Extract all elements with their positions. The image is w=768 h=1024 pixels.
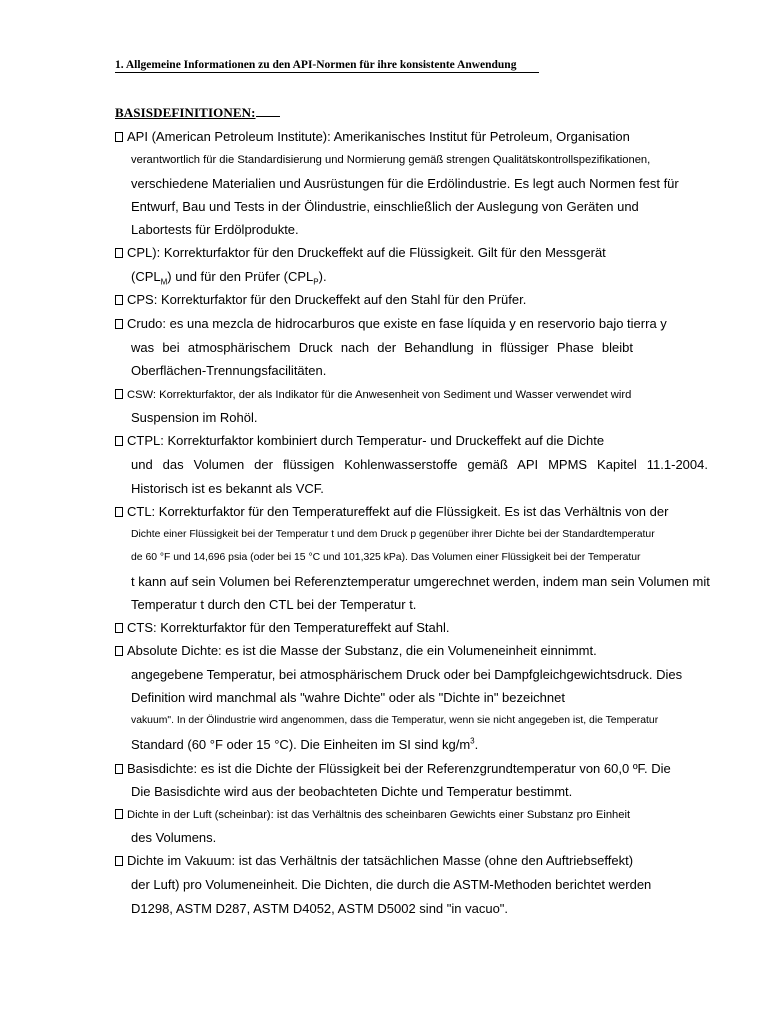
definition-line: D1298, ASTM D287, ASTM D4052, ASTM D5002 sind "in vacuo".: [131, 901, 509, 916]
definition-line: Basisdichte: es ist die Dichte der Flüssigkeit bei der Referenzgrundtemperatur von 60,0 ºF. Die: [115, 761, 671, 777]
bullet-icon: [115, 389, 123, 399]
definition-line: CPL): Korrekturfaktor für den Druckeffekt auf die Flüssigkeit. Gilt für den Messgerät: [115, 245, 606, 261]
section-title: 1. Allgemeine Informationen zu den API-Normen für ihre konsistente Anwendung: [115, 59, 539, 73]
definition-line: was bei atmosphärischem Druck nach der Behandlung in flüssiger Phase bleibt: [131, 340, 633, 355]
definition-line: CTS: Korrekturfaktor für den Temperatureffekt auf Stahl.: [115, 620, 450, 636]
bullet-icon: [115, 809, 123, 819]
definition-line: CSW: Korrekturfaktor, der als Indikator für die Anwesenheit von Sediment und Wasser verwendet wird: [115, 387, 631, 403]
definition-line: Labortests für Erdölprodukte.: [131, 222, 299, 237]
definition-line: Definition wird manchmal als "wahre Dichte" oder als "Dichte in" bezeichnet: [131, 690, 565, 705]
definition-line: angegebene Temperatur, bei atmosphärischem Druck oder bei Dampfgleichgewichtsdruck. Dies: [131, 667, 683, 682]
definition-line: CTL: Korrekturfaktor für den Temperatureffekt auf die Flüssigkeit. Es ist das Verhältnis von der: [115, 504, 681, 520]
bullet-icon: [115, 646, 123, 656]
definition-line: Oberflächen-Trennungsfacilitäten.: [131, 363, 327, 378]
bullet-icon: [115, 436, 123, 446]
bullet-icon: [115, 248, 123, 258]
definition-line: CTPL: Korrekturfaktor kombiniert durch Temperatur- und Druckeffekt auf die Dichte: [115, 433, 604, 449]
definition-line: Dichte einer Flüssigkeit bei der Temperatur t und dem Druck p gegenüber ihrer Dichte bei der Standardtemperatur: [131, 529, 655, 540]
bullet-icon: [115, 319, 123, 329]
bullet-icon: [115, 764, 123, 774]
definition-line: der Luft) pro Volumeneinheit. Die Dichten, die durch die ASTM-Methoden berichtet werden: [131, 877, 652, 892]
definition-line: verschiedene Materialien und Ausrüstungen für die Erdölindustrie. Es legt auch Normen fest für: [131, 176, 679, 191]
definition-line: Crudo: es una mezcla de hidrocarburos que existe en fase líquida y en reservorio bajo tierra y: [115, 316, 667, 332]
definition-line: Temperatur t durch den CTL bei der Temperatur t.: [131, 597, 417, 612]
definition-line: und das Volumen der flüssigen Kohlenwasserstoffe gemäß API MPMS Kapitel 11.1-2004.: [131, 457, 708, 472]
definition-line: des Volumens.: [131, 830, 217, 845]
definition-line: API (American Petroleum Institute): Amerikanisches Institut für Petroleum, Organisation: [115, 129, 690, 145]
definition-line: Suspension im Rohöl.: [131, 410, 258, 425]
bullet-icon: [115, 623, 123, 633]
definition-line: Dichte im Vakuum: ist das Verhältnis der tatsächlichen Masse (ohne den Auftriebseffekt): [115, 853, 633, 869]
definition-line: Entwurf, Bau und Tests in der Ölindustrie, einschließlich der Auslegung von Geräten und: [131, 199, 639, 214]
definition-line: t kann auf sein Volumen bei Referenztemperatur umgerechnet werden, indem man sein Volumen mit: [131, 574, 710, 589]
bullet-icon: [115, 507, 123, 517]
definition-line: Historisch ist es bekannt als VCF.: [131, 481, 324, 496]
definition-line: $(CPL_M)$ und für den Prüfer $(CPL_P)$.: [131, 269, 327, 287]
subheading-text: BASISDEFINITIONEN:: [115, 105, 256, 120]
definition-line: Absolute Dichte: es ist die Masse der Substanz, die ein Volumeneinheit einnimmt.: [115, 643, 648, 659]
bullet-icon: [115, 295, 123, 305]
definition-line: Standard (60 °F oder 15 °C). Die Einheiten im SI sind $kg/m^3$.: [131, 736, 479, 752]
definition-line: de 60 °F und 14,696 psia (oder bei 15 °C und 101,325 kPa). Das Volumen einer Flüssigkeit bei der Temperatur: [131, 552, 641, 563]
subheading: [115, 105, 280, 121]
bullet-icon: [115, 856, 123, 866]
definition-line: vakuum". In der Ölindustrie wird angenommen, dass die Temperatur, wenn sie nicht angegeben ist, die Temperatur: [131, 715, 659, 726]
definition-line: verantwortlich für die Standardisierung und Normierung gemäß strengen Qualitätskontrollspezifikationen,: [131, 154, 651, 166]
definition-line: Dichte in der Luft (scheinbar): ist das Verhältnis des scheinbaren Gewichts einer Substanz pro Einheit: [115, 807, 630, 823]
definition-line: Die Basisdichte wird aus der beobachteten Dichte und Temperatur bestimmt.: [131, 784, 573, 799]
bullet-icon: [115, 132, 123, 142]
definition-line: CPS: Korrekturfaktor für den Druckeffekt auf den Stahl für den Prüfer.: [115, 292, 526, 308]
